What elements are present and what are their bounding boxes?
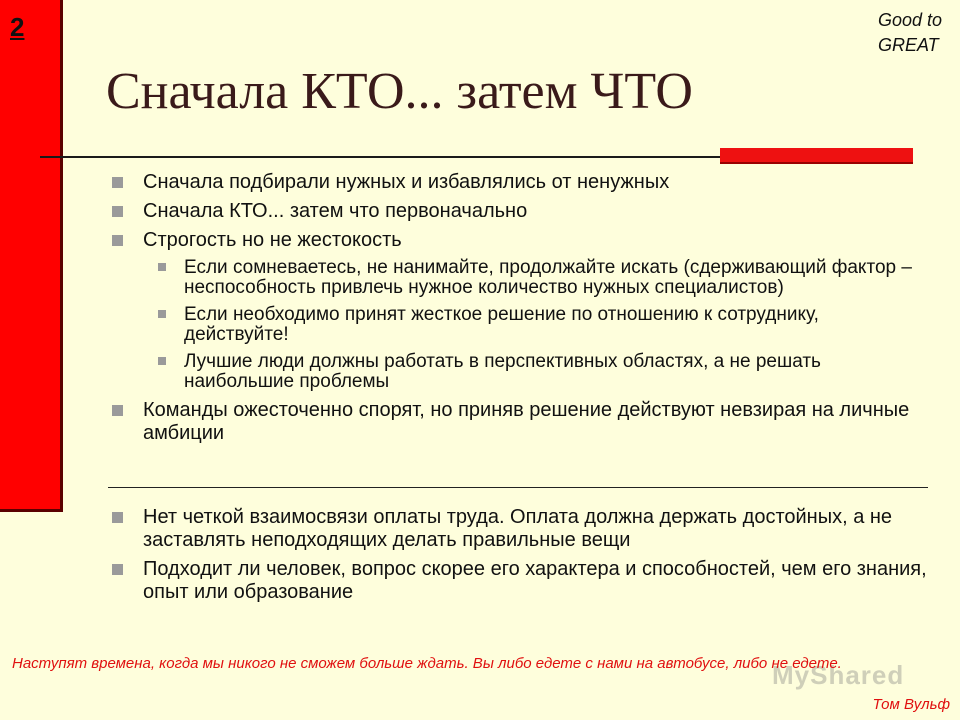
list-item	[112, 399, 952, 445]
sub-bullet-list	[143, 258, 952, 392]
list-item-text: Нет четкой взаимосвязи оплаты труда. Оплата должна держать достойных, а не заставлять неподходящих делать правильные вещи	[143, 506, 893, 551]
sub-list-item-text: Если сомневаетесь, не нанимайте, продолжайте искать (сдерживающий фактор – неспособность привлечь нужное количество нужных специалистов)	[184, 257, 912, 298]
square-bullet-icon	[112, 564, 123, 575]
sub-list-item-text: Если необходимо принят жесткое решение по отношению к сотруднику, действуйте!	[184, 304, 819, 345]
sub-list-item	[143, 258, 921, 298]
square-bullet-icon	[112, 405, 123, 416]
bullet-list-bottom	[112, 506, 952, 610]
list-item-text: Сначала подбирали нужных и избавлялись от ненужных	[143, 171, 670, 193]
slide-title: Сначала КТО... затем ЧТО	[106, 63, 693, 120]
list-item	[112, 171, 952, 194]
list-item-text: Подходит ли человек, вопрос скорее его характера и способностей, чем его знания, опыт или образование	[143, 558, 927, 603]
slide-number: 2	[10, 12, 25, 42]
brand-label	[878, 8, 942, 58]
left-accent-bar	[0, 0, 63, 512]
small-square-bullet-icon	[158, 357, 166, 365]
list-item-text: Команды ожесточенно спорят, но приняв решение действуют невзирая на личные амбиции	[143, 399, 910, 444]
title-red-accent	[720, 148, 913, 164]
small-square-bullet-icon	[158, 310, 166, 318]
list-item-text: Сначала КТО... затем что первоначально	[143, 200, 528, 222]
brand-line-1: Good to	[877, 10, 942, 30]
square-bullet-icon	[112, 235, 123, 246]
closing-quote: Наступят времена, когда мы никого не сможем больше ждать. Вы либо едете с нами на автобусе, либо не едете.	[12, 655, 842, 672]
list-item	[112, 558, 952, 604]
list-item	[112, 506, 952, 552]
square-bullet-icon	[112, 512, 123, 523]
sub-list-item	[143, 352, 921, 392]
list-item-text: Строгость но не жестокость	[143, 229, 402, 251]
square-bullet-icon	[112, 206, 123, 217]
quote-author: Том Вульф	[872, 696, 950, 713]
sub-list-item	[143, 305, 921, 345]
brand-line-2: GREAT	[877, 35, 939, 55]
bullet-list-top	[112, 171, 952, 451]
square-bullet-icon	[112, 177, 123, 188]
section-divider	[108, 487, 928, 488]
list-item	[112, 200, 952, 223]
small-square-bullet-icon	[158, 263, 166, 271]
list-item	[112, 229, 952, 392]
title-underline	[40, 156, 720, 158]
sub-list-item-text: Лучшие люди должны работать в перспективных областях, а не решать наибольшие проблемы	[184, 351, 821, 392]
watermark-logo: MyShared	[772, 660, 905, 690]
